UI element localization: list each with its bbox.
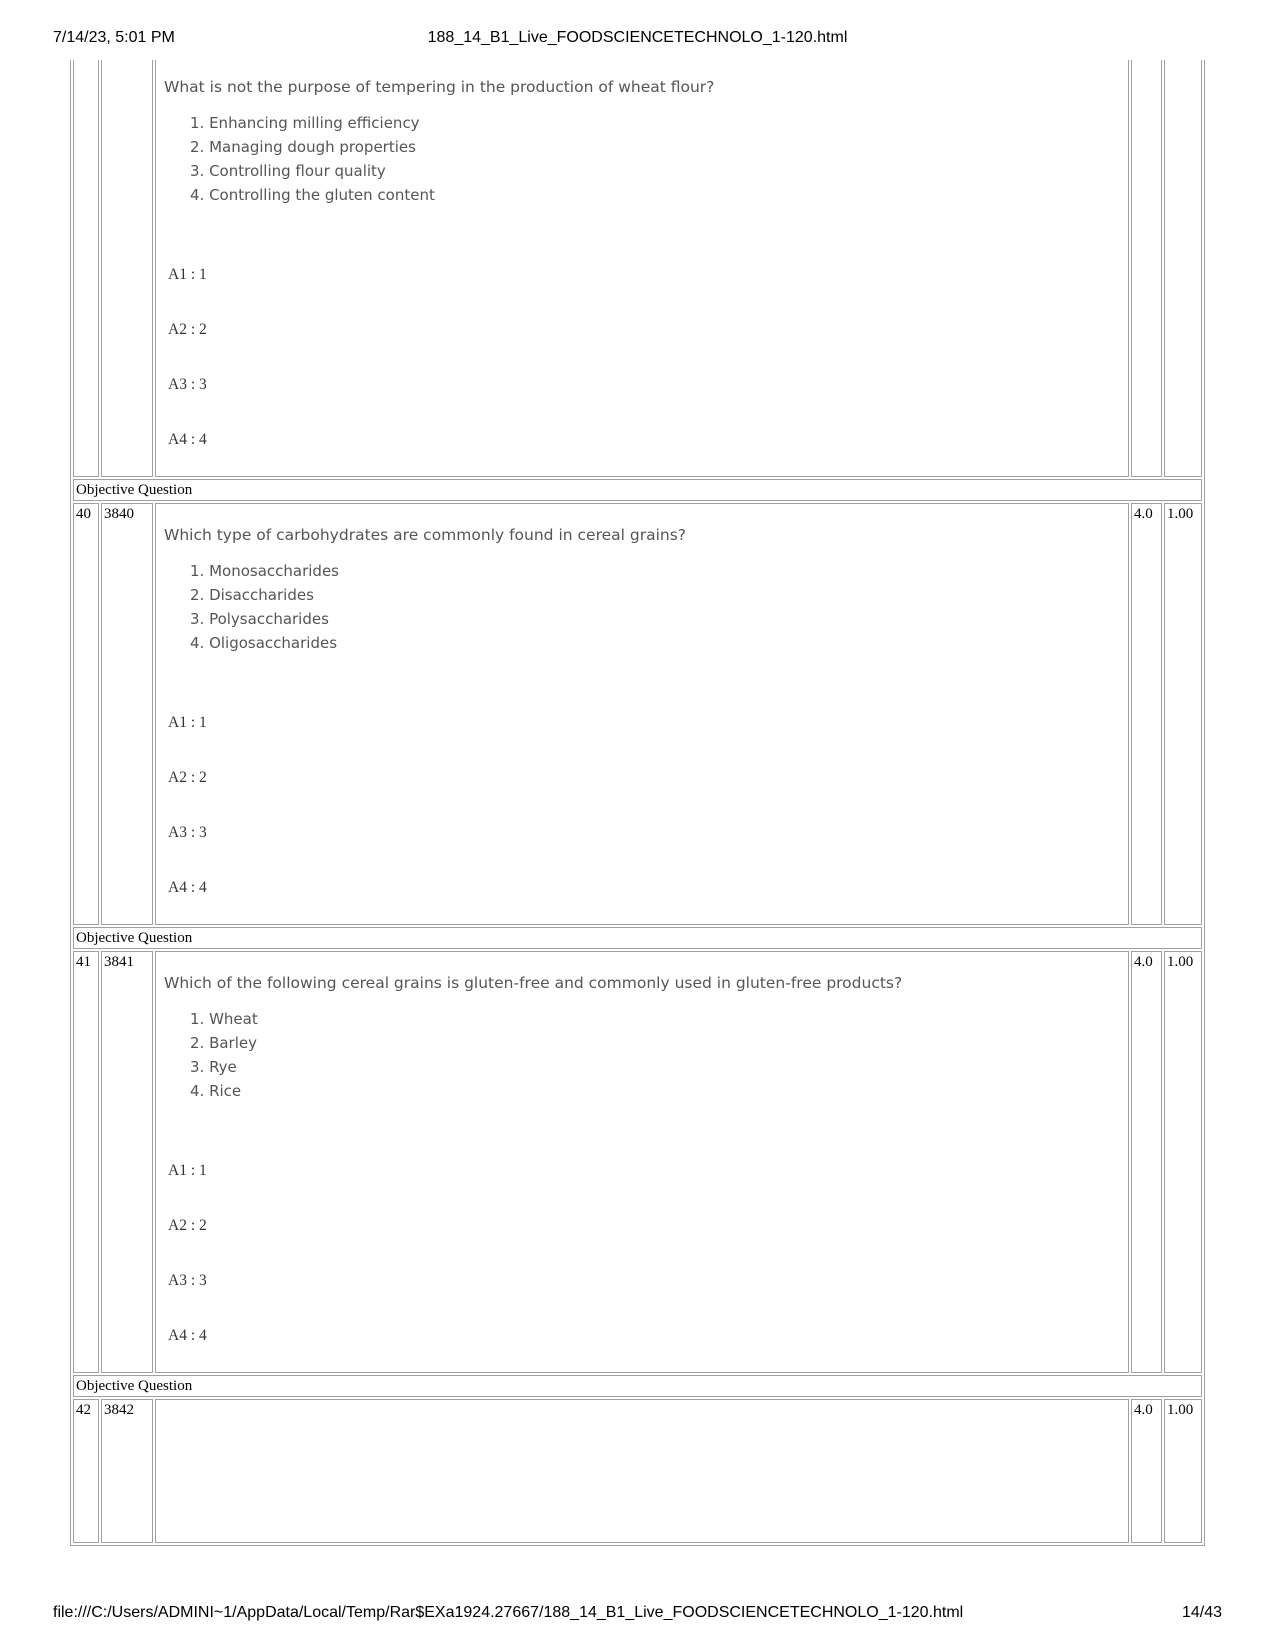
marks-cell xyxy=(1131,60,1162,477)
option-item: 4. Rice xyxy=(190,1082,242,1100)
question-text: Which of the following cereal grains is gluten-free and commonly used in gluten-free products? xyxy=(164,974,903,992)
answer-key: A3 : 3 xyxy=(168,376,207,393)
marks-cell: 4.0 xyxy=(1131,503,1162,925)
question-id-cell: 3841 xyxy=(101,951,153,1373)
option-item: 3. Polysaccharides xyxy=(190,610,329,628)
option-item: 3. Controlling flour quality xyxy=(190,162,386,180)
option-item: 4. Oligosaccharides xyxy=(190,634,338,652)
answer-key: A4 : 4 xyxy=(168,1327,207,1344)
question-type-row xyxy=(73,479,1202,501)
question-type-row xyxy=(73,1375,1202,1397)
answer-key: A2 : 2 xyxy=(168,769,207,786)
option-item: 1. Wheat xyxy=(190,1010,258,1028)
page-indicator: 14/43 xyxy=(1181,1604,1222,1621)
serial-number-cell: 40 xyxy=(73,503,99,925)
answer-key-list xyxy=(164,713,1122,915)
question-body-cell xyxy=(155,503,1129,925)
print-document-title: 188_14_B1_Live_FOODSCIENCETECHNOLO_1-120.html xyxy=(427,29,848,46)
options-list xyxy=(164,559,1122,655)
negative-marks-cell: 1.00 xyxy=(1164,1399,1202,1543)
question-text: Which type of carbohydrates are commonly found in cereal grains? xyxy=(164,526,687,544)
question-text: What is not the purpose of tempering in the production of wheat flour? xyxy=(164,78,715,96)
question-body-cell xyxy=(155,951,1129,1373)
negative-marks-cell xyxy=(1164,60,1202,477)
serial-number-cell xyxy=(73,60,99,477)
print-footer xyxy=(53,1604,1222,1626)
answer-key: A1 : 1 xyxy=(168,266,207,283)
print-datetime: 7/14/23, 5:01 PM xyxy=(53,29,175,46)
option-item: 2. Barley xyxy=(190,1034,258,1052)
option-item: 1. Enhancing milling efficiency xyxy=(190,114,420,132)
option-item: 2. Managing dough properties xyxy=(190,138,416,156)
answer-key: A4 : 4 xyxy=(168,431,207,448)
marks-cell: 4.0 xyxy=(1131,1399,1162,1543)
serial-number-cell: 42 xyxy=(73,1399,99,1543)
marks-cell: 4.0 xyxy=(1131,951,1162,1373)
option-item: 3. Rye xyxy=(190,1058,237,1076)
question-type-label: Objective Question xyxy=(73,1375,1202,1397)
print-header xyxy=(53,29,1222,51)
question-type-label: Objective Question xyxy=(73,479,1202,501)
question-row xyxy=(73,60,1202,477)
option-item: 1. Monosaccharides xyxy=(190,562,339,580)
options-list xyxy=(164,1007,1122,1103)
answer-key-list xyxy=(164,1161,1122,1363)
question-body-cell xyxy=(155,1399,1129,1543)
answer-key: A3 : 3 xyxy=(168,824,207,841)
serial-number-cell: 41 xyxy=(73,951,99,1373)
options-list xyxy=(164,111,1122,207)
question-type-row xyxy=(73,927,1202,949)
option-item: 2. Disaccharides xyxy=(190,586,314,604)
question-table xyxy=(70,60,1205,1546)
negative-marks-cell: 1.00 xyxy=(1164,951,1202,1373)
question-row xyxy=(73,951,1202,1373)
answer-key: A2 : 2 xyxy=(168,1217,207,1234)
answer-key: A1 : 1 xyxy=(168,1162,207,1179)
negative-marks-cell: 1.00 xyxy=(1164,503,1202,925)
question-row xyxy=(73,1399,1202,1543)
answer-key: A3 : 3 xyxy=(168,1272,207,1289)
answer-key: A1 : 1 xyxy=(168,714,207,731)
question-row xyxy=(73,503,1202,925)
print-file-path: file:///C:/Users/ADMINI~1/AppData/Local/Temp/Rar$EXa1924.27667/188_14_B1_Live_FOODSCIENCETECHNOLO_1-120.html xyxy=(53,1604,964,1621)
question-id-cell: 3842 xyxy=(101,1399,153,1543)
question-type-label: Objective Question xyxy=(73,927,1202,949)
option-item: 4. Controlling the gluten content xyxy=(190,186,435,204)
answer-key-list xyxy=(164,265,1122,467)
question-paper xyxy=(70,60,1205,1600)
answer-key: A2 : 2 xyxy=(168,321,207,338)
question-id-cell: 3840 xyxy=(101,503,153,925)
answer-key: A4 : 4 xyxy=(168,879,207,896)
question-body-cell xyxy=(155,60,1129,477)
question-id-cell xyxy=(101,60,153,477)
